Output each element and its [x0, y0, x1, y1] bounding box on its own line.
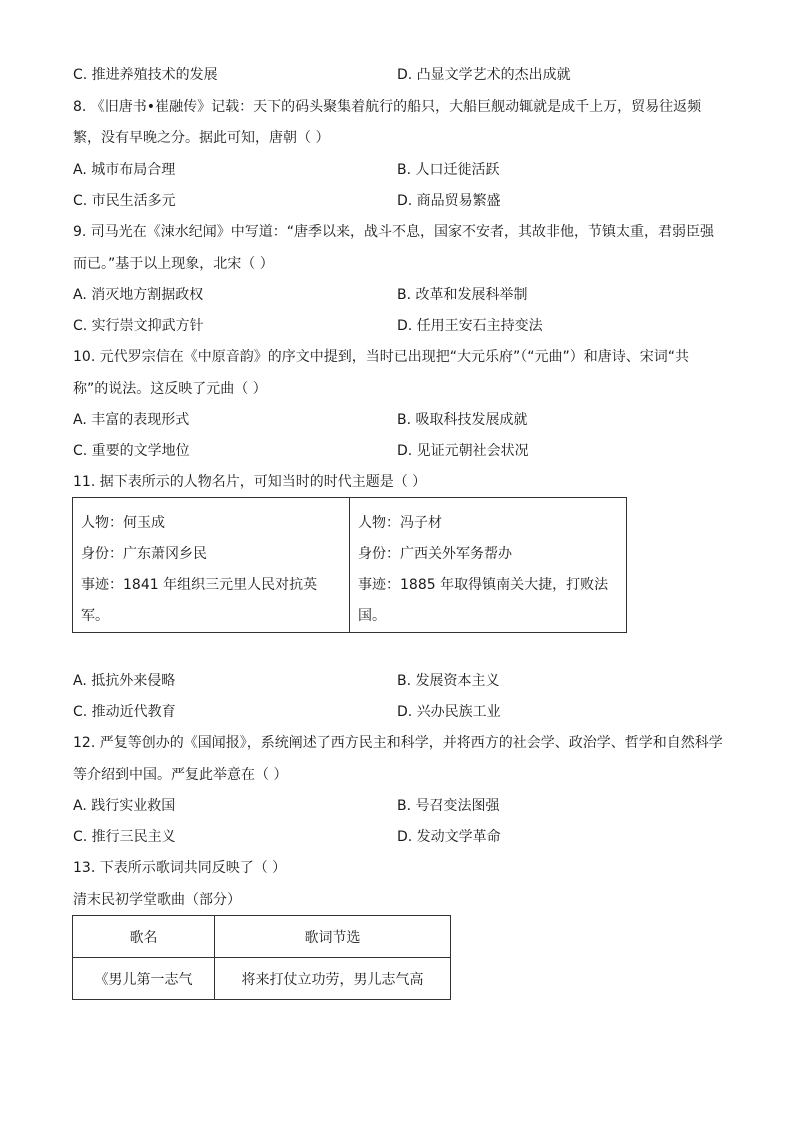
q11-card-right [350, 498, 627, 633]
q7-option-d: D. 凸显文学艺术的杰出成就 [397, 67, 571, 83]
q11-option-d: D. 兴办民族工业 [397, 704, 501, 720]
q12-stem-line1: 12. 严复等创办的《国闻报》，系统阐述了西方民主和科学，并将西方的社会学、政治学、哲学和自然科学 [73, 735, 723, 751]
q8-option-a: A. 城市布局合理 [73, 162, 176, 178]
q9-option-b: B. 改革和发展科举制 [397, 287, 528, 303]
q11-option-c: C. 推动近代教育 [73, 704, 176, 720]
q11-left-deed-line2: 军。 [81, 608, 109, 624]
q8-stem-line1: 8. 《旧唐书•崔融传》记载：天下的码头聚集着航行的船只，大船巨舰动辄就是成千上万，贸易往返频 [73, 99, 702, 115]
q10-stem-line2: 称”的说法。这反映了元曲（ ） [73, 381, 267, 397]
q8-option-c: C. 市民生活多元 [73, 193, 176, 209]
q9-option-a: A. 消灭地方割据政权 [73, 287, 204, 303]
q12-option-a: A. 践行实业救国 [73, 798, 176, 814]
q11-card-left [73, 498, 350, 633]
q9-option-d: D. 任用王安石主持变法 [397, 318, 543, 334]
q11-left-person: 人物：何玉成 [81, 515, 165, 531]
q12-option-d: D. 发动文学革命 [397, 829, 501, 845]
q13-row1-song-name: 《男儿第一志气 [73, 958, 215, 1000]
q12-option-b: B. 号召变法图强 [397, 798, 500, 814]
q8-option-d: D. 商品贸易繁盛 [397, 193, 501, 209]
q9-option-c: C. 实行崇文抑武方针 [73, 318, 204, 334]
q11-right-person: 人物：冯子材 [358, 515, 442, 531]
q11-option-b: B. 发展资本主义 [397, 673, 500, 689]
q11-right-deed-line1: 事迹：1885 年取得镇南关大捷，打败法 [358, 577, 609, 593]
q10-option-b: B. 吸取科技发展成就 [397, 412, 528, 428]
q11-left-deed-line1: 事迹：1841 年组织三元里人民对抗英 [81, 577, 318, 593]
q11-figure-table [72, 497, 627, 633]
q10-option-c: C. 重要的文学地位 [73, 443, 190, 459]
q8-option-b: B. 人口迁徙活跃 [397, 162, 500, 178]
q10-stem-line1: 10. 元代罗宗信在《中原音韵》的序文中提到，当时已出现把“大元乐府”（“元曲”）和唐诗、宋词“共 [73, 349, 689, 365]
q9-stem-line1: 9. 司马光在《涑水纪闻》中写道：“唐季以来，战斗不息，国家不安者，其故非他，节镇太重，君弱臣强 [73, 224, 715, 240]
q11-stem: 11. 据下表所示的人物名片，可知当时的时代主题是（ ） [73, 474, 427, 490]
q8-stem-line2: 繁，没有早晚之分。据此可知，唐朝（ ） [73, 130, 330, 146]
q13-stem: 13. 下表所示歌词共同反映了（ ） [73, 860, 287, 876]
q13-table-caption: 清末民初学堂歌曲（部分） [73, 892, 241, 908]
q12-stem-line2: 等介绍到中国。严复此举意在（ ） [73, 767, 288, 783]
q11-option-a: A. 抵抗外来侵略 [73, 673, 176, 689]
q11-right-identity: 身份：广西关外军务帮办 [358, 546, 512, 562]
q13-row1-lyrics: 将来打仗立功劳，男儿志气高 [215, 958, 451, 1000]
q13-header-song-name: 歌名 [73, 916, 215, 958]
q13-header-lyrics: 歌词节选 [215, 916, 451, 958]
q9-stem-line2: 而已。”基于以上现象，北宋（ ） [73, 256, 274, 272]
q13-lyrics-table [72, 915, 451, 1000]
q11-left-identity: 身份：广东萧冈乡民 [81, 546, 207, 562]
q12-option-c: C. 推行三民主义 [73, 829, 176, 845]
q10-option-d: D. 见证元朝社会状况 [397, 443, 529, 459]
q11-right-deed-line2: 国。 [358, 608, 386, 624]
q7-option-c: C. 推进养殖技术的发展 [73, 67, 218, 83]
q10-option-a: A. 丰富的表现形式 [73, 412, 190, 428]
